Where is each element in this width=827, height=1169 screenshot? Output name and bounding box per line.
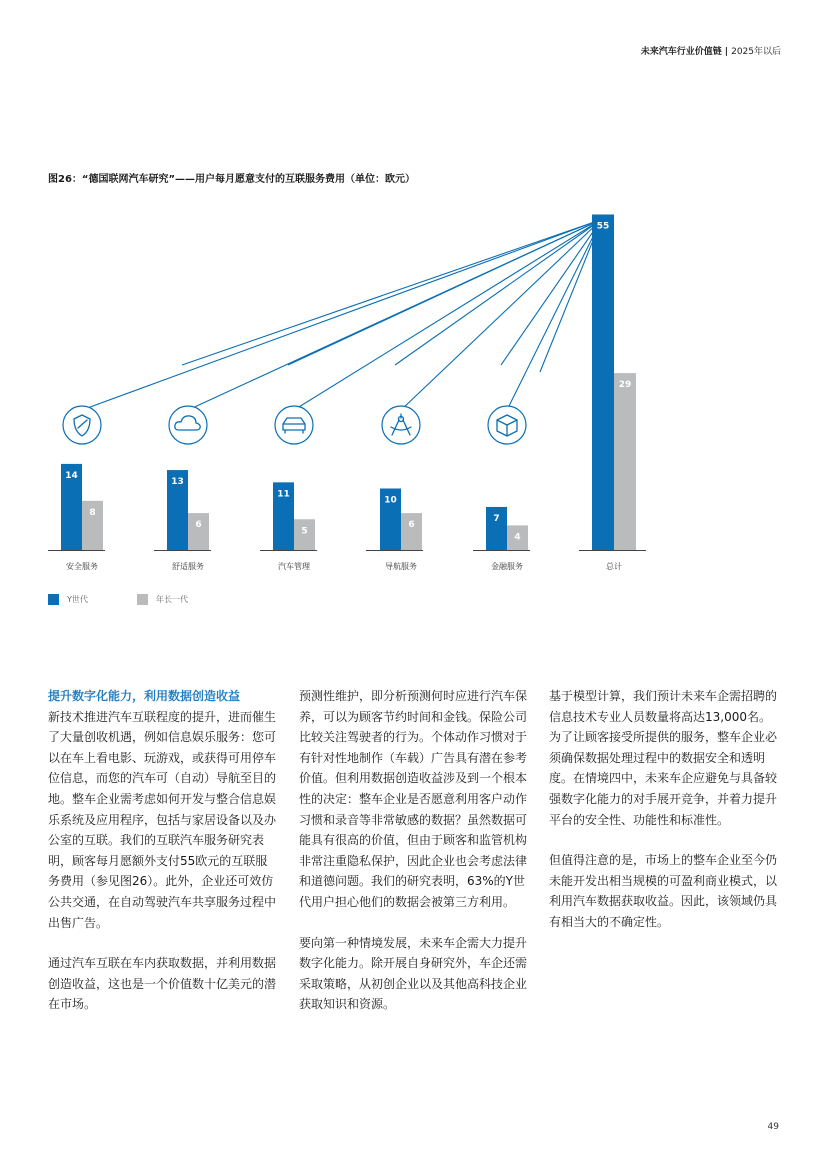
legend-item-older-gen [137, 594, 188, 605]
paragraph: 新技术推进汽车互联程度的提升，进而催生了大量创收机遇，例如信息娱乐服务：您可以在车上看电影、玩游戏，或获得可用停车位信息，而您的汽车可（自动）导航至目的地。整车企业需考虑如何开发与整合信息娱乐系统及应用程序，包括与家居设备以及办公室的互联。我们的互联汽车服务研究表明，顾客每月愿额外支付55欧元的互联服务费用（参见图26）。此外，企业还可效仿公共交通，在自动驾驶汽车共享服务过程中出售广告。 [48, 709, 277, 930]
icon-circle [382, 406, 420, 444]
bar-gen-y [592, 215, 614, 551]
category-label: 导航服务 [385, 562, 417, 571]
bar-chart [0, 200, 827, 590]
legend-label-older-gen: 年长一代 [156, 595, 188, 604]
legend-swatch-gen-y [48, 594, 59, 605]
connector-line [294, 220, 602, 411]
data-label: 29 [618, 380, 632, 391]
paragraph: 预测性维护，即分析预测何时应进行汽车保养，可以为顾客节约时间和金钱。保险公司比较关注驾驶者的行为。个体动作习惯对于有针对性地制作（车载）广告具有潜在参考价值。但利用数据创造收益涉及到一个根本性的决定：整车企业是否愿意利用客户动作习惯和录音等非常敏感的数据？虽然数据可能具有很高的价值，但由于顾客和监管机构非常注重隐私保护，因此企业也会考虑法律和道德问题。我们的研究表明，63%的Y世代用户担心他们的数据会被第三方利用。 [299, 689, 528, 909]
category-label: 舒适服务 [172, 562, 204, 571]
connector-line [395, 220, 602, 366]
text-column-3 [549, 686, 777, 953]
category-label: 安全服务 [66, 562, 98, 571]
bar-older-gen [188, 513, 209, 550]
data-label: 11 [277, 489, 290, 500]
paragraph: 但值得注意的是，市场上的整车企业至今仍未能开发出相当规模的可盈利商业模式，以利用汽车数据获取收益。因此，该领域仍具有相当大的不确定性。 [549, 853, 778, 929]
legend-label-gen-y: Y世代 [67, 595, 88, 604]
connector-line [82, 220, 602, 411]
connector-line [507, 220, 602, 411]
data-label: 7 [493, 513, 500, 524]
category-label: 总计 [606, 562, 622, 571]
header-separator: | [724, 47, 729, 57]
paragraph: 要向第一种情境发展，未来车企需大力提升数字化能力。除开展自身研究外，车企还需采取策略，从初创企业以及其他高科技企业获取知识和资源。 [299, 935, 528, 1012]
connector-line [288, 220, 602, 366]
connector-line [182, 220, 602, 366]
data-label: 4 [514, 532, 521, 543]
data-label: 14 [65, 470, 78, 481]
data-label: 6 [408, 520, 415, 531]
figure-title: 图26：“德国联网汽车研究”——用户每月愿意支付的互联服务费用（单位：欧元） [48, 174, 416, 185]
running-header [641, 44, 781, 57]
bar-older-gen [401, 513, 422, 550]
bar-older-gen [614, 373, 636, 550]
data-label: 6 [195, 520, 202, 531]
text-column-2 [299, 686, 527, 1035]
section-heading: 提升数字化能力，利用数据创造收益 [48, 689, 241, 703]
paragraph: 基于模型计算，我们预计未来车企需招聘的信息技术专业人员数量将高达13,000名。为了让顾客接受所提供的服务，整车企业必须确保数据处理过程中的数据安全和透明度。在情境四中，未来车企应避免与具备较强数字化能力的对手展开竞争，并着力提升平台的安全性、功能性和标准性。 [549, 689, 778, 827]
data-label: 5 [301, 526, 308, 537]
legend-item-gen-y [48, 594, 88, 605]
header-title: 未来汽车行业价值链 [640, 47, 722, 57]
paragraph: 通过汽车互联在车内获取数据，并利用数据创造收益，这也是一个价值数十亿美元的潜在市场。 [48, 956, 277, 1012]
data-label: 10 [384, 495, 397, 506]
data-label: 55 [596, 221, 610, 232]
page-number: 49 [767, 1122, 779, 1132]
data-label: 13 [171, 477, 184, 488]
category-label: 金融服务 [491, 562, 523, 571]
text-column-1 [48, 686, 276, 1035]
legend-swatch-older-gen [137, 594, 148, 605]
icon-circle [275, 406, 313, 444]
category-label: 汽车管理 [278, 562, 310, 571]
data-label: 8 [89, 507, 96, 518]
connector-line [401, 220, 602, 411]
header-subtitle: 2025年以后 [731, 47, 781, 57]
